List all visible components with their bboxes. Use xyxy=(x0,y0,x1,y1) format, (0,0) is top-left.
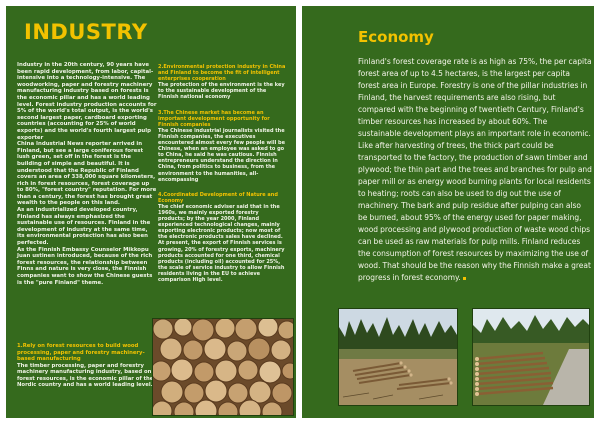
left-page xyxy=(6,6,296,418)
section2-text: The protection of the environment is the key to the sustainable development of the Finnish national economy xyxy=(158,82,285,101)
section3-block xyxy=(158,110,286,183)
embassy-paragraph: As the Finnish Embassy Counselor Mikkopu Juan ustinen introduced, because of the rich forest resources, the relationship between Finns and nature is very close, the Finnish companies want to show the Chinese guests is the "pure Finland" theme. xyxy=(17,246,153,286)
section3-heading: 3.The Chinese market has become an important development opportunity for Finnish companies xyxy=(158,109,270,128)
industrialized-paragraph: As an industrialized developed country, Finland has always emphasized the sustainable use of resources. Finland in the development of industry at the same time, its environmental protection has also been perfected. xyxy=(17,207,151,247)
intro-paragraph: Industry in the 20th century, 90 years have been rapid development, from labor, capital-intensive into a technology-intensive. The woodworking, paper and forestry machinery manufacturing industry based on forests is the economic pillar and has a world leading level. Forest industry production accounts for 5% of the world's total output, is the world's second largest paper, cardboard exporting countries (accounting for 25% of world exports) and the world's fourth largest pulp exporter xyxy=(17,62,157,141)
economy-body-text: Finland's forest coverage rate is as high as 75%, the per capita forest area of up to 4.5 hectares, is the largest per capita forest area in Europe. Forestry is one of the pillar industries in Finland, the harvest requirements are also rising, but compared with the beginning of twentieth Century, Finland's timber resources has increased by about 60%. The sustainable development plays an important role in economic. Like after harvesting of trees, the thick part could be transported to the factory, the production of sawn timber and plywood; the thin part and the trees and branches for pulp and paper mill or as energy wood burning plants for local residents to heating; roots can also be used to dig out the use of machinery. The bark and pulp residue after pulping can also be burned, about 95% of the energy used for paper making, wood processing and plywood production of waste wood chips can be used as raw materials for pulp mills. Finland reduces the consumption of forest resources by maximizing the use of wood. That should be the reason why the Finnish make a great progress in forest economy. xyxy=(358,57,592,282)
section4-text: The chief economic adviser said that in the 1960s, we mainly exported forestry products; by the year 2000, Finland experienced technological changes, mainly exporting electronic products; now most of the electronic products sales have declined. At present, the export of Finnish services is growing, 20% of forestry exports, machinery products accounted for one third, chemical products (including oil) accounted for 25%, the scale of service industry to allow Finnish residents living in the EU to achieve comparison High level. xyxy=(158,203,285,283)
section1-text: The timber processing, paper and forestry machinery manufacturing industry, based on forest resources, is the economic pillar of the Nordic country and has a world leading level. xyxy=(17,362,154,388)
roadside-timber-stack-photo xyxy=(472,308,590,406)
section1-heading: 1.Rely on forest resources to build wood processing, paper and forestry machinery-based manufacturing xyxy=(17,343,145,362)
section2-heading: 2.Environmental protection industry in China and Finland to become the fit of intelligent enterprises cooperation xyxy=(158,64,286,83)
section3-text: The Chinese industrial journalists visited the Finnish companies, the executives encountered almost every few people will be Chinese, when an employee was asked to go to China, he said he was cautious. Finnish entrepreneurs understand the direction in China, from politics to business, from the environment to the humanities, all-encompassing xyxy=(158,127,286,183)
left-column-text xyxy=(17,62,157,286)
right-column-text xyxy=(158,64,286,292)
industry-title: INDUSTRY xyxy=(24,20,148,44)
section4-heading: 4.Coordinated Development of Nature and Economy xyxy=(158,191,278,204)
right-page xyxy=(302,6,594,418)
forest-clearing-logs-photo xyxy=(338,308,458,406)
section1-block xyxy=(17,343,157,389)
section4-block xyxy=(158,192,286,283)
china-news-paragraph: China Industrial News reporter arrived in Finland, but see a large coniferous forest lush green, set off in the forest is the building of simple and beautiful. It is understood that the Republic of Finland covers an area of 338,000 square kilometers, rich in forest resources, forest coverage up to 80%, "forest country" reputation. For more than a century, the forest has brought great wealth to the people on this land. xyxy=(17,141,157,207)
section2-block xyxy=(158,64,286,101)
end-marker-icon xyxy=(463,277,466,280)
stacked-firewood-photo xyxy=(152,318,294,416)
economy-title: Economy xyxy=(358,28,434,46)
economy-body xyxy=(358,56,592,284)
